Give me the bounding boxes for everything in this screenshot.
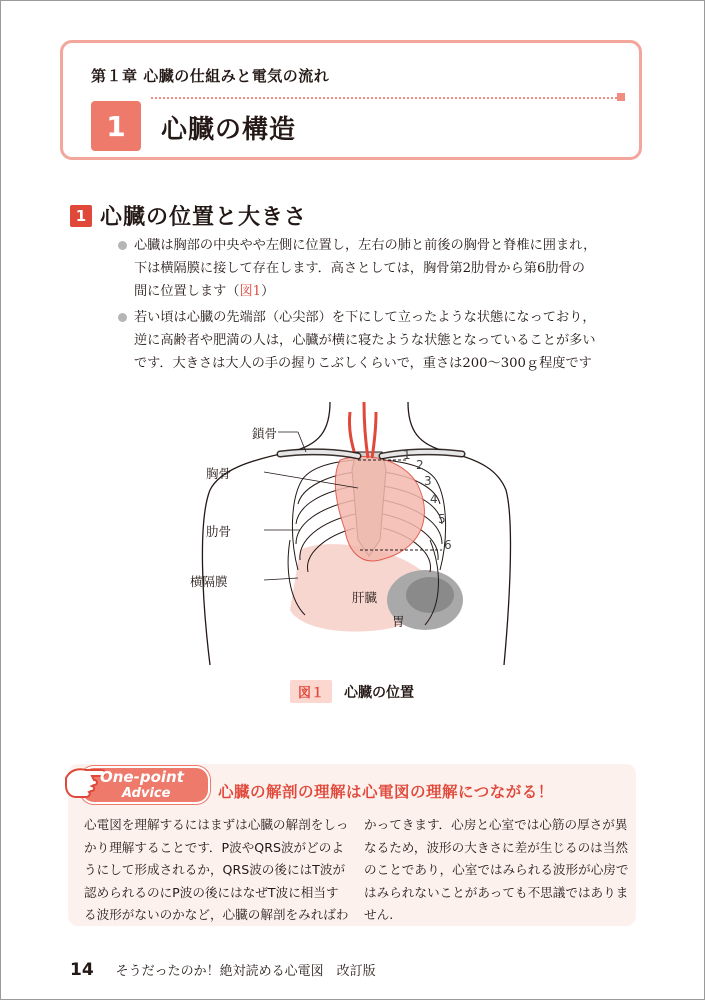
figure-reference-link[interactable]: 図1 [239,284,262,299]
bullet-position [118,234,644,303]
advice-line: 心電図を理解するにはまずは心臓の解剖をしっ [84,817,349,832]
advice-line: る波形がないのかなど，心臓の解剖をみればわ [84,907,349,922]
page-number: 14 [70,960,94,980]
advice-line: うにして形成されるか，QRS波の後にはT波が [84,862,346,877]
label-diaphragm: 横隔膜 [190,574,228,589]
subsection-number: 1 [70,205,92,227]
bullet-size [118,306,644,375]
body-bullets [118,234,644,378]
subsection-heading [70,200,307,231]
advice-line: かり理解することです．P波やQRS波がどのよ [84,839,344,855]
bullet-line: 逆に高齢者や肥満の人は，心臓が横に寝たような状態となっていることが多い [134,333,596,348]
bullet-line: 下は横隔膜に接して存在します．高さとしては，胸骨第2肋骨から第6肋骨の [134,261,585,276]
advice-line: なるため，波形の大きさに差が生じるのは当然 [364,839,628,855]
advice-badge-line2: Advice [122,786,171,801]
subsection-title: 心臓の位置と大きさ [100,205,308,230]
header-dotted-rule [151,97,621,99]
label-clavicle: 鎖骨 [252,426,278,441]
rib-number-6: 6 [444,538,452,552]
advice-line: かってきます．心房と心室では心筋の厚さが異 [364,817,628,832]
bullet-line [134,280,644,303]
bullet-line-text: 間に位置します（ [134,284,240,299]
advice-title: 心臓の解剖の理解は心電図の理解につながる！ [218,783,554,801]
chapter-title: 第１章 心臓の仕組みと電気の流れ [91,67,330,85]
label-rib: 肋骨 [206,524,232,539]
rib-number-1: 1 [403,448,411,462]
bullet-line-suffix: ） [261,284,275,299]
rib-number-2: 2 [416,458,424,472]
label-liver: 肝臓 [352,590,378,605]
section-number-badge: 1 [91,101,141,151]
advice-badge-line1: One-point [100,768,184,786]
label-sternum: 胸骨 [206,466,232,481]
book-title: そうだったのか！絶対読める心電図 改訂版 [115,964,376,979]
header-tab-decoration [55,37,95,165]
advice-line: 認められるのにP波の後にはなぜT波に相当す [84,884,339,900]
bullet-dot-icon [118,241,127,250]
rib-number-4: 4 [430,492,438,506]
advice-text-left [84,814,354,927]
figure-caption-text: 心臓の位置 [344,684,415,701]
bullet-line: 若い頃は心臓の先端部（心尖部）を下にして立ったような状態になっており， [134,310,596,325]
advice-line: はみられないことがあっても不思議ではありま [364,884,629,900]
bullet-dot-icon [118,313,127,322]
advice-line: のことであり，心室ではみられる波形が心房で [364,862,629,877]
figure-caption-tag: 図１ [290,680,332,703]
chapter-header-box [60,40,642,160]
header-rule-end-square [617,93,625,101]
section-title: 心臓の構造 [161,115,297,145]
bullet-line: 心臓は胸部の中央やや左側に位置し，左右の肺と前後の胸骨と脊椎に囲まれ， [134,238,597,253]
one-point-advice-badge [62,758,212,806]
heart-position-figure [180,400,520,670]
bullet-line: です．大きさは大人の手の握りこぶしくらいで，重さは200～300ｇ程度です [134,356,592,371]
page-footer [70,960,376,980]
rib-number-5: 5 [438,512,446,526]
advice-line: せん. [364,907,394,922]
rib-number-3: 3 [424,474,432,488]
figure-caption [290,680,414,703]
advice-text-right [364,814,634,927]
label-stomach: 胃 [392,614,405,629]
